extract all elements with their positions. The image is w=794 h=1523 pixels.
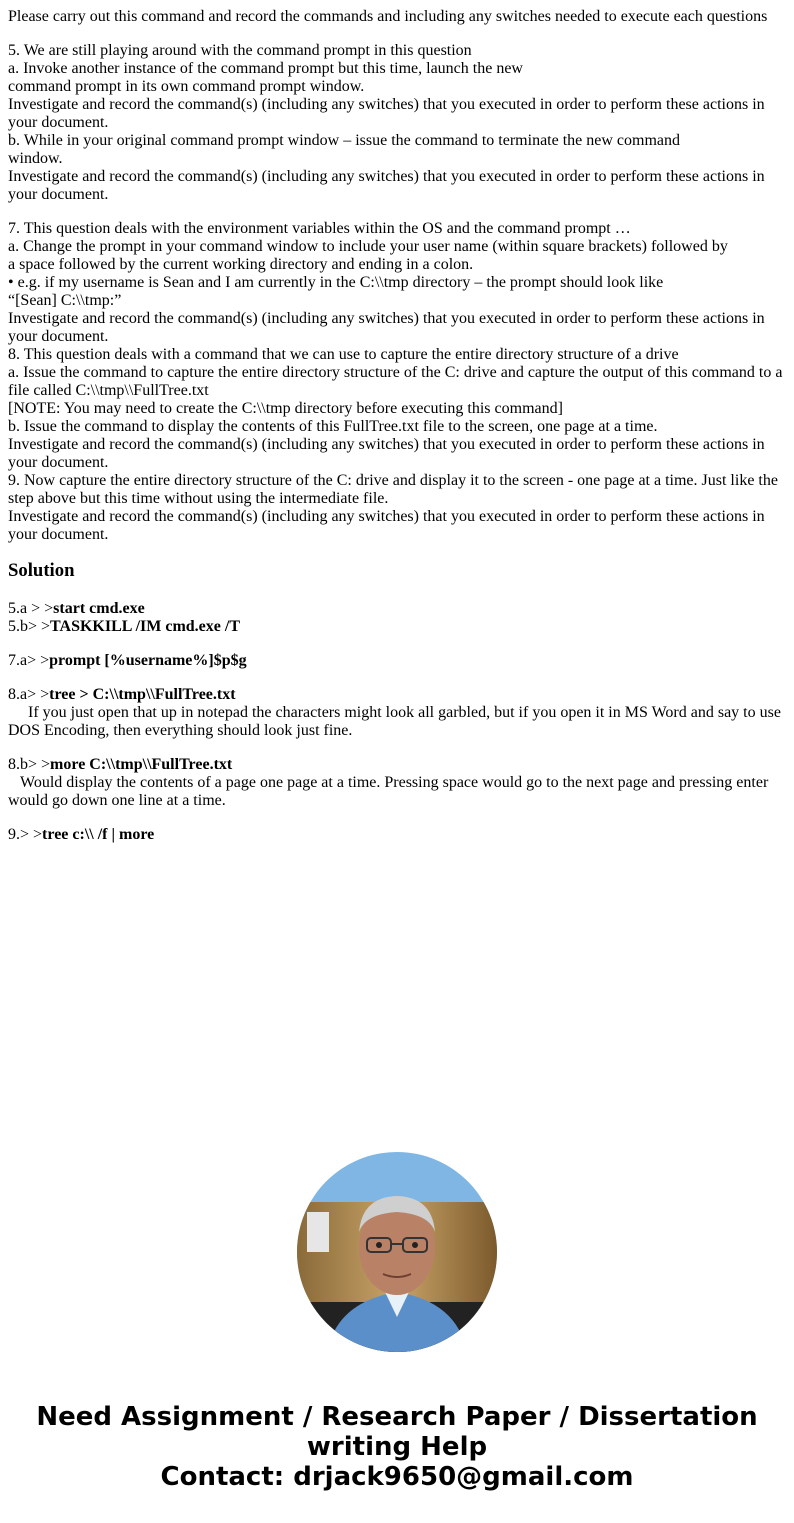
solution-8a: [8, 686, 786, 704]
solution-8a-prefix: 8.a> >: [8, 686, 50, 703]
solution-5a-prefix: 5.a > >: [8, 600, 54, 617]
solution-8a-note: If you just open that up in notepad the characters might look all garbled, but if you open it in MS Word and say to use DOS Encoding, then everything should look just fine.: [8, 704, 785, 739]
solution-5a: [8, 600, 786, 618]
footer-promo: [0, 1152, 794, 1492]
footer-contact: Contact: drjack9650@gmail.com: [160, 1462, 634, 1492]
solution-5b-command: TASKKILL /IM cmd.exe /T: [50, 618, 240, 635]
q5-line: 5. We are still playing around with the command prompt in this question: [8, 42, 472, 59]
q5-line: command prompt in its own command prompt window.: [8, 78, 365, 95]
spacer: [8, 740, 786, 756]
avatar-photo: [297, 1152, 497, 1352]
solution-heading: Solution: [8, 560, 75, 581]
q9-line: Investigate and record the command(s) (including any switches) that you executed in order to perform these actions in your document.: [8, 508, 765, 543]
solution-7a-command: prompt [%username%]$p$g: [49, 652, 247, 669]
solution-9-prefix: 9.> >: [8, 826, 43, 843]
solution-8a-command: tree > C:\\tmp\\FullTree.txt: [49, 686, 236, 703]
solution-8b: [8, 756, 786, 774]
q5-line: b. While in your original command prompt window – issue the command to terminate the new command: [8, 132, 681, 149]
solution-8b-command: more C:\\tmp\\FullTree.txt: [50, 756, 233, 773]
solution-body: [8, 600, 786, 844]
solution-9-command: tree c:\\ /f | more: [42, 826, 155, 843]
questions-7-9: [8, 220, 786, 544]
q9-line: 9. Now capture the entire directory structure of the C: drive and display it to the screen - one page at a time. Just like the step above but this time without using the intermediate file.: [8, 472, 778, 507]
q7-line: a. Change the prompt in your command window to include your user name (within square brackets) followed by: [8, 238, 728, 255]
q7-line: Investigate and record the command(s) (including any switches) that you executed in order to perform these actions in your document.: [8, 310, 765, 345]
footer-line-1: Need Assignment / Research Paper / Dissertation: [36, 1402, 758, 1432]
solution-7a-prefix: 7.a> >: [8, 652, 50, 669]
q8-line: [NOTE: You may need to create the C:\\tmp directory before executing this command]: [8, 400, 563, 417]
q5-line: window.: [8, 150, 63, 167]
question-5: [8, 42, 786, 204]
solution-5b-prefix: 5.b> >: [8, 618, 51, 635]
q5-line: a. Invoke another instance of the command prompt but this time, launch the new: [8, 60, 523, 77]
solution-8b-prefix: 8.b> >: [8, 756, 51, 773]
spacer: [8, 636, 786, 652]
q5-line: Investigate and record the command(s) (including any switches) that you executed in order to perform these actions in your document.: [8, 96, 765, 131]
solution-9: [8, 826, 786, 844]
q8-line: 8. This question deals with a command that we can use to capture the entire directory structure of a drive: [8, 346, 679, 363]
q8-line: a. Issue the command to capture the entire directory structure of the C: drive and capture the output of this command to a file called C:\\tmp\\FullTree.txt: [8, 364, 783, 399]
solution-7a: [8, 652, 786, 670]
footer-text: [0, 1402, 794, 1492]
q7-line: • e.g. if my username is Sean and I am currently in the C:\\tmp directory – the prompt should look like: [8, 274, 664, 291]
spacer: [8, 810, 786, 826]
solution-5b: [8, 618, 786, 636]
q5-line: Investigate and record the command(s) (including any switches) that you executed in order to perform these actions in your document.: [8, 168, 765, 203]
intro-text: Please carry out this command and record the commands and including any switches needed to execute each questions: [8, 8, 768, 25]
solution-8b-note: Would display the contents of a page one page at a time. Pressing space would go to the next page and pressing enter would go down one line at a time.: [8, 774, 773, 809]
q7-line: “[Sean] C:\\tmp:”: [8, 292, 122, 309]
footer-line-2: writing Help: [306, 1432, 488, 1462]
q8-line: b. Issue the command to display the contents of this FullTree.txt file to the screen, one page at a time.: [8, 418, 658, 435]
q7-line: a space followed by the current working directory and ending in a colon.: [8, 256, 474, 273]
solution-5a-command: start cmd.exe: [53, 600, 145, 617]
q8-line: Investigate and record the command(s) (including any switches) that you executed in order to perform these actions in your document.: [8, 436, 765, 471]
q7-line: 7. This question deals with the environment variables within the OS and the command prompt …: [8, 220, 631, 237]
avatar: [297, 1152, 497, 1352]
spacer: [8, 670, 786, 686]
